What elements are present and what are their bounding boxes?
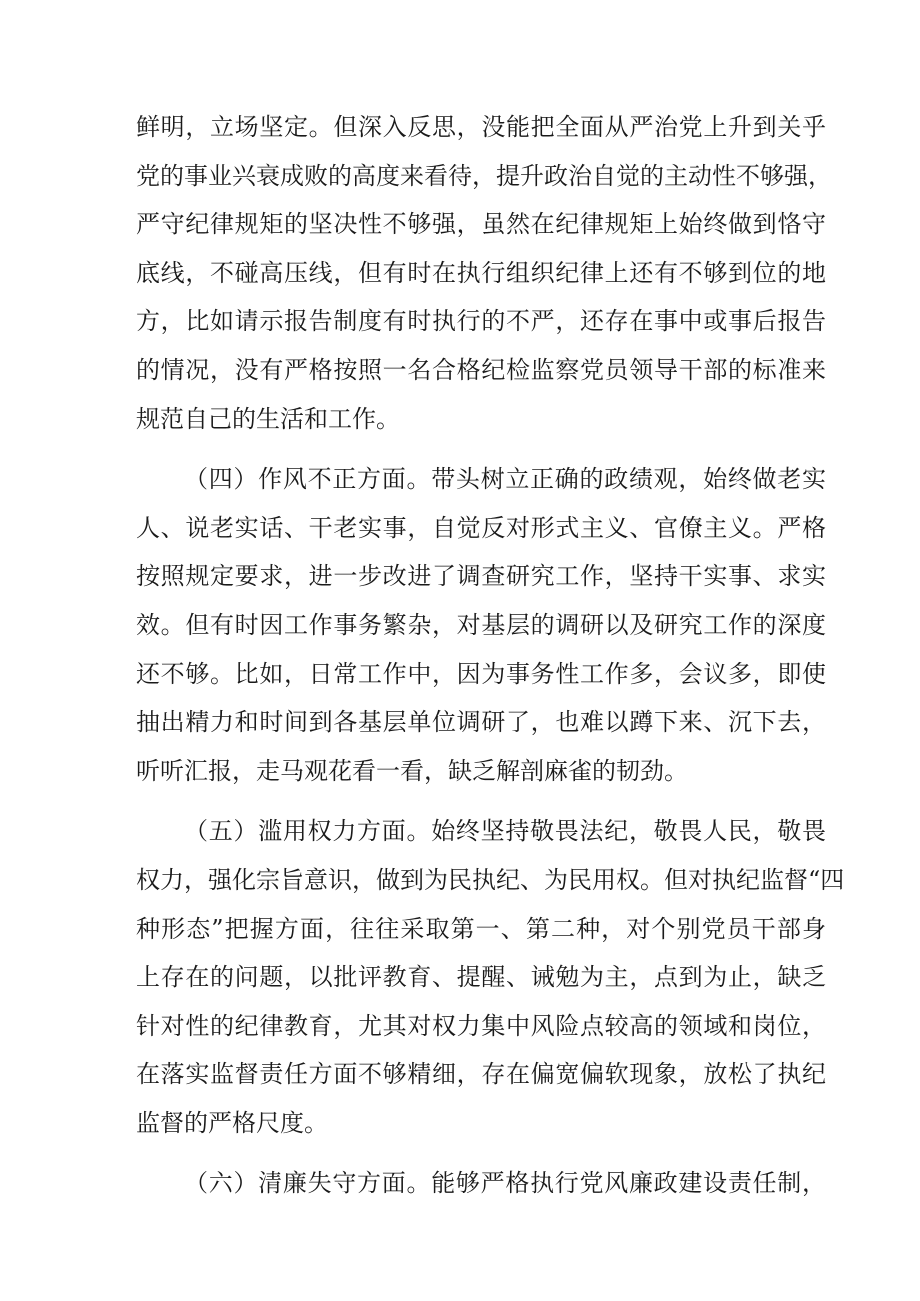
paragraph-line: 按照规定要求，进一步改进了调查研究工作，坚持干实事、求实 xyxy=(136,562,826,591)
paragraph-line: 的情况，没有严格按照一名合格纪检监察党员领导干部的标准来 xyxy=(136,355,826,384)
paragraph-line: 人、说老实话、干老实事，自觉反对形式主义、官僚主义。严格 xyxy=(136,513,826,542)
paragraph-line: 规范自己的生活和工作。 xyxy=(136,404,400,433)
paragraph-line: 严守纪律规矩的坚决性不够强，虽然在纪律规矩上始终做到恪守 xyxy=(136,210,826,239)
paragraph-continuation xyxy=(136,103,832,443)
paragraph-line: 上存在的问题，以批评教育、提醒、诫勉为主，点到为止，缺乏 xyxy=(136,963,826,992)
paragraph-section-five xyxy=(136,807,845,1147)
paragraph-heading-line: （五）滥用权力方面。始终坚持敬畏法纪，敬畏人民，敬畏 xyxy=(184,817,826,846)
paragraph-section-six xyxy=(136,1159,826,1208)
paragraph-line: 种形态”把握方面，往往采取第一、第二种，对个别党员干部身 xyxy=(136,914,826,943)
paragraph-line: 在落实监督责任方面不够精细，存在偏宽偏软现象，放松了执纪 xyxy=(136,1060,826,1089)
paragraph-line: 底线，不碰高压线，但有时在执行组织纪律上还有不够到位的地 xyxy=(136,258,826,287)
paragraph-line: 权力，强化宗旨意识，做到为民执纪、为民用权。但对执纪监督“四 xyxy=(136,865,845,894)
paragraph-section-four xyxy=(136,455,826,795)
paragraph-line: 效。但有时因工作事务繁杂，对基层的调研以及研究工作的深度 xyxy=(136,610,826,639)
paragraph-line: 听听汇报，走马观花看一看，缺乏解剖麻雀的韧劲。 xyxy=(136,756,688,785)
document-body xyxy=(136,103,845,1208)
paragraph-line: 还不够。比如，日常工作中，因为事务性工作多，会议多，即使 xyxy=(136,659,826,688)
paragraph-line: 抽出精力和时间到各基层单位调研了，也难以蹲下来、沉下去， xyxy=(136,708,826,737)
paragraph-line: 党的事业兴衰成败的高度来看待，提升政治自觉的主动性不够强， xyxy=(136,161,832,190)
paragraph-line: 鲜明，立场坚定。但深入反思，没能把全面从严治党上升到关乎 xyxy=(136,113,826,141)
paragraph-line: 针对性的纪律教育，尤其对权力集中风险点较高的领域和岗位， xyxy=(136,1011,826,1040)
paragraph-line: 监督的严格尺度。 xyxy=(136,1108,328,1137)
paragraph-heading-line: （四）作风不正方面。带头树立正确的政绩观，始终做老实 xyxy=(184,465,826,494)
paragraph-line: 方，比如请示报告制度有时执行的不严，还存在事中或事后报告 xyxy=(136,307,826,336)
paragraph-heading-line: （六）清廉失守方面。能够严格执行党风廉政建设责任制， xyxy=(184,1169,826,1198)
